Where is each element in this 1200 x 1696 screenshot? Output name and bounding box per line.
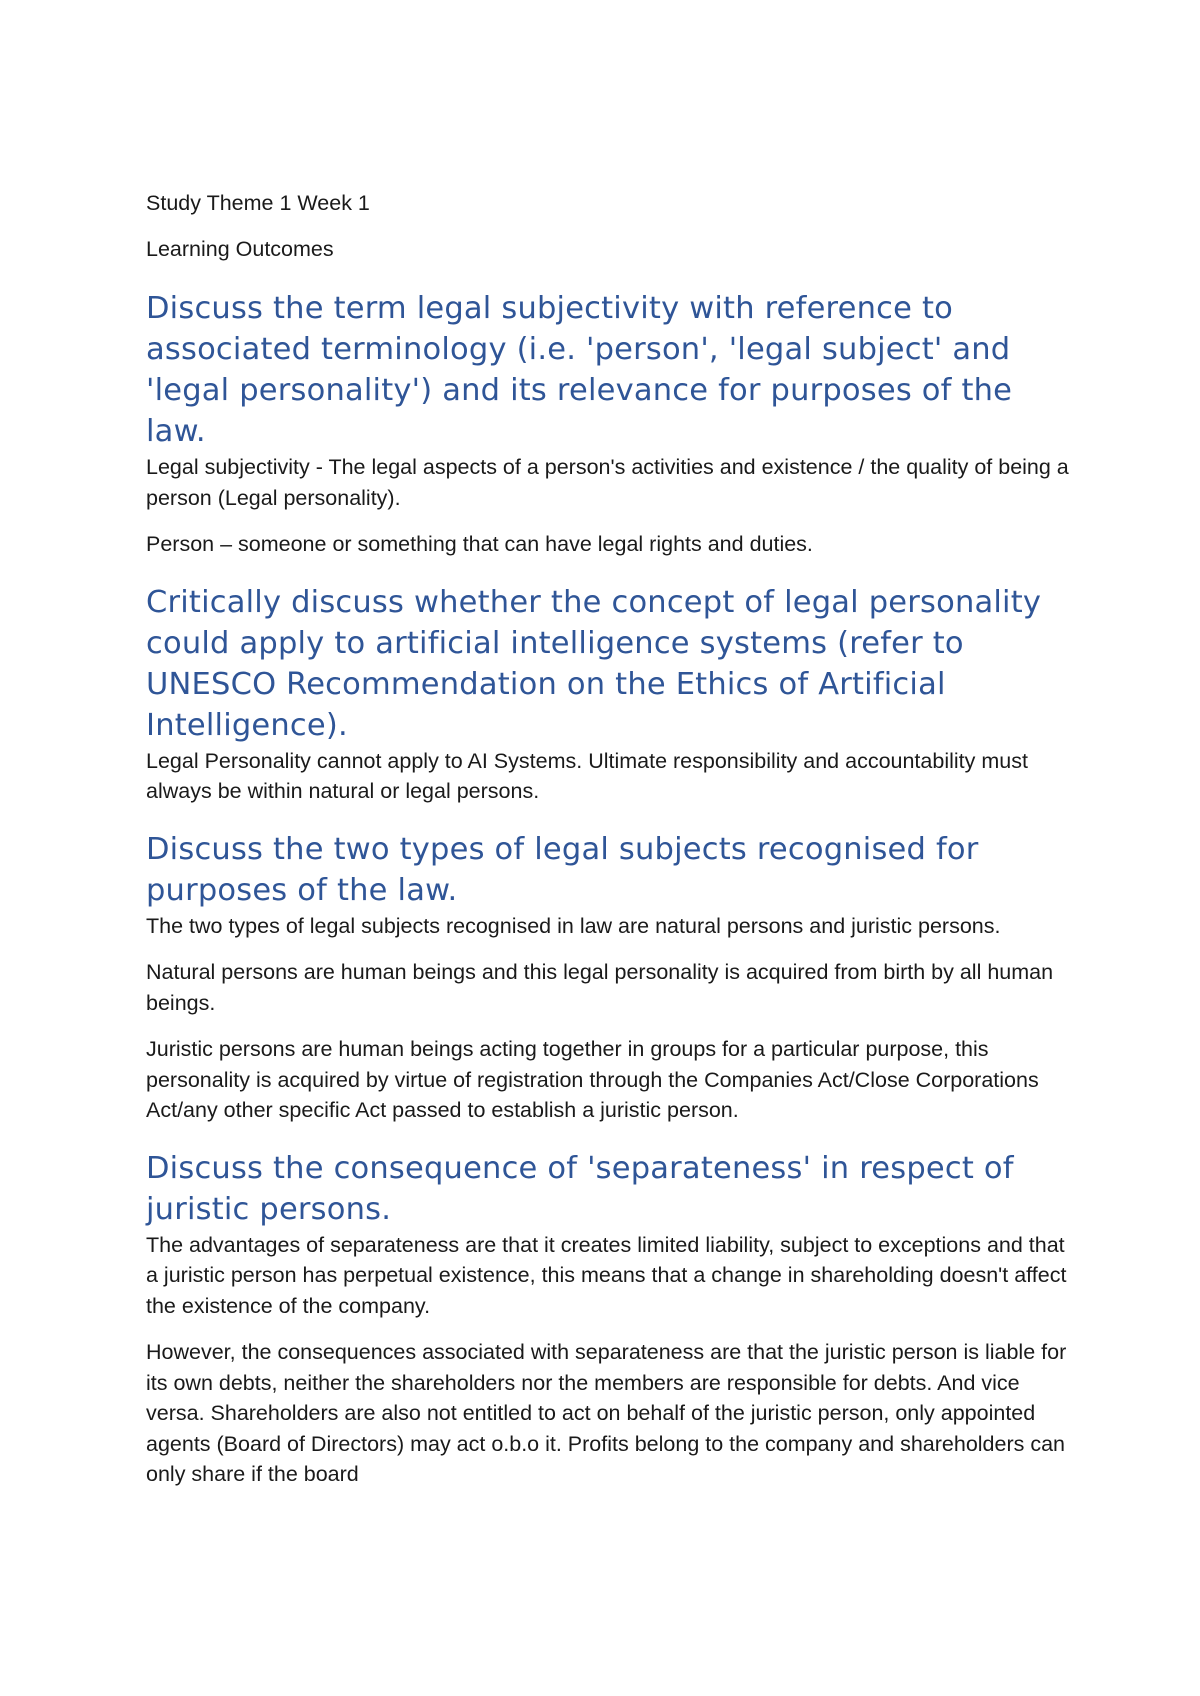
section-paragraph: The advantages of separateness are that it creates limited liability, subject to exceptions and that a juristic person has perpetual existence, this means that a change in shareholding doesn't affect the existence of the company. (146, 1232, 1067, 1318)
section-paragraph: Legal subjectivity - The legal aspects of a person's activities and existence / the quality of being a person (Legal personality). (146, 455, 1069, 510)
section-paragraph: The two types of legal subjects recognised in law are natural persons and juristic persons. (146, 913, 1001, 938)
section-types-of-legal-subjects (146, 829, 1076, 1126)
section-heading: Discuss the consequence of 'separateness' in respect of juristic persons. (146, 1150, 1014, 1227)
section-paragraph: However, the consequences associated with separateness are that the juristic person is liable for its own debts, neither the shareholders nor the members are responsible for debts. And vice versa. Shareholders are also not entitled to act on behalf of the juristic person, only appointed agents (Board of Directors) may act o.b.o it. Profits belong to the company and shareholders can only share if the board (146, 1340, 1067, 1486)
section-separateness (146, 1148, 1076, 1490)
section-paragraph: Natural persons are human beings and this legal personality is acquired from birth by all human beings. (146, 960, 1054, 1015)
learning-outcomes-label: Learning Outcomes (146, 237, 334, 261)
section-legal-subjectivity (146, 288, 1076, 560)
section-paragraph: Person – someone or something that can have legal rights and duties. (146, 532, 813, 556)
section-paragraph: Legal Personality cannot apply to AI Systems. Ultimate responsibility and accountability must always be within natural or legal persons. (146, 748, 1028, 803)
section-heading: Discuss the two types of legal subjects recognised for purposes of the law. (146, 831, 979, 908)
section-heading: Discuss the term legal subjectivity with reference to associated terminology (i.e. 'person', 'legal subject' and 'legal personality') and its relevance for purposes of the law. (146, 291, 1013, 449)
section-heading: Critically discuss whether the concept of legal personality could apply to artificial intelligence systems (refer to UNESCO Recommendation on the Ethics of Artificial Intelligence). (146, 584, 1042, 743)
section-ai-personality (146, 582, 1076, 807)
section-paragraph: Juristic persons are human beings acting together in groups for a particular purpose, this personality is acquired by virtue of registration through the Companies Act/Close Corporations Act/any other specific Act passed to establish a juristic person. (146, 1037, 1039, 1122)
study-theme-title: Study Theme 1 Week 1 (146, 191, 370, 215)
document-page (146, 188, 1076, 1490)
